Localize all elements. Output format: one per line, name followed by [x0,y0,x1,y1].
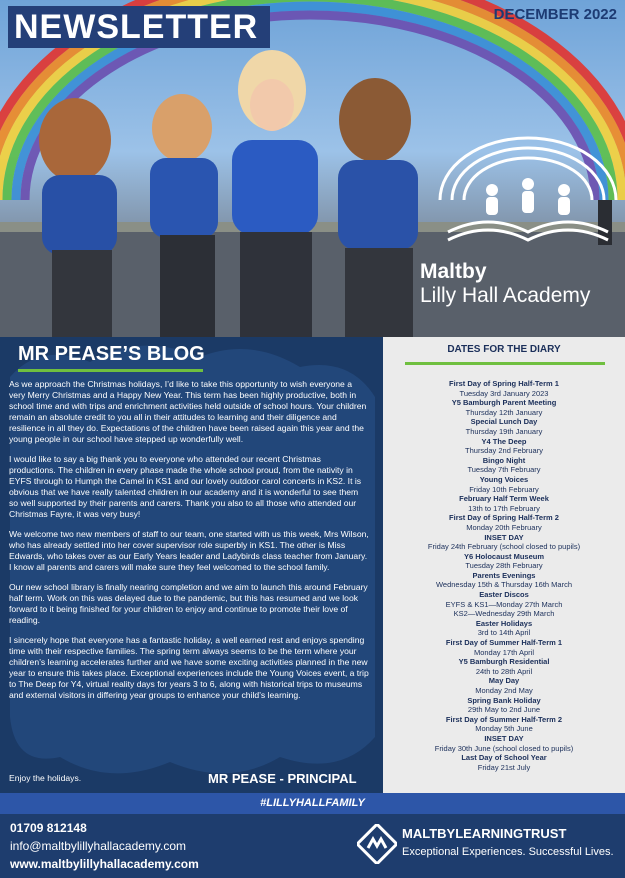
blog-signoff: Enjoy the holidays. [9,773,82,783]
blog-signature: MR PEASE - PRINCIPAL [208,771,357,786]
diary-title: DATES FOR THE DIARY [447,344,561,355]
diary-event: May Day [488,676,520,686]
school-name-line1: Maltby [420,260,487,283]
website-link[interactable]: www.maltbylillyhallacademy.com [10,857,199,871]
phone-number: 01709 812148 [10,821,87,835]
diary-event: First Day of Spring Half-Term 1 [449,379,559,388]
trust-tagline: Exceptional Experiences. Successful Lives. [402,846,614,858]
diary-event: Spring Bank Holiday [467,695,541,705]
blog-paragraph: As we approach the Christmas holidays, I’d like to take this opportunity to wish everyone a very Merry Christmas and a Happy New Year. This term has been highly productive, both in school time and with trips and enrichment activities held outside of school hours. Your children remain an absolute credit to you all in their attitudes to learning and their diligence and resilience in all they do. Expectations of the children have been raised again this year and the young people in our school have stepped up wonderfully well. [9,379,367,444]
hero-photo [0,0,625,337]
diary-list [383,379,625,772]
diary-date: 29th May to 2nd June [467,705,541,715]
diary-date: Monday 17th April [473,647,535,657]
school-name-line2: Lilly Hall Academy [420,284,591,307]
diary-date: Thursday 19th January [465,426,543,436]
diary-event: Special Lunch Day [470,417,538,427]
diary-date: Tuesday 28th February [465,561,543,571]
diary-event: Parents Evenings [472,570,536,580]
diary-event: Young Voices [479,474,529,484]
newsletter-date: DECEMBER 2022 [493,6,617,23]
diary-event: Bingo Night [482,455,526,465]
diary-event: Y4 The Deep [481,436,527,446]
diary-title-underline [405,362,605,365]
diary-event: Last Day of School Year [461,753,547,763]
diary-date: Thursday 12th January [465,407,543,417]
newsletter-title: NEWSLETTER [8,6,270,48]
diary-date: Tuesday 3rd January 2023 [459,388,549,398]
diary-event: Y6 Holocaust Museum [463,551,545,561]
blog-title-underline [18,369,203,372]
diary-date: Friday 30th June (school closed to pupils) [434,743,574,753]
blog-paragraph: Our new school library is finally nearing completion and we aim to launch this around February half term. Work on this was delayed due to the pandemic, but this has resumed and we look forward to it being finished for your children to enjoy and continue to promote their love of reading. [9,582,368,625]
diary-section [383,337,625,793]
blog-paragraph: We welcome two new members of staff to our team, one started with us this week, Mrs Wilson, who has already settled into her cover supervisor role superbly in KS1. The other is Miss Edwards, who takes over as our Early Years leader and Ladybirds class teacher from January. I know all parents and carers will make sure they feel welcomed to the school family. [9,529,369,572]
diary-event: Easter Holidays [475,618,533,628]
diary-date: Tuesday 7th February [467,465,541,475]
blog-paragraph: I would like to say a big thank you to everyone who attended our recent Christmas productions. The children in every phase made the whole school proud, from the nativity in EYFS through to Humph the Camel in KS1 and our lovely outdoor carol concerts in KS2. It is obvious that we have really talented children in our academy and it is wonderful to see them so well supported by their parents and carers. Thank you also to all those who attended our Christmas Fayre, it was very busy! [9,454,362,519]
diary-date: Monday 2nd May [475,686,533,695]
diary-event: First Day of Summer Half-Term 2 [445,714,563,724]
diary-date: Monday 5th June [475,724,533,734]
hashtag-bar [0,793,625,814]
diary-date: 24th to 28th April [475,666,533,676]
diary-date: Friday 21st July [477,762,531,772]
blog-title: MR PEASE’S BLOG [18,343,205,365]
blog-section [0,337,383,793]
trust-name: MALTBYLEARNINGTRUST [402,826,567,841]
diary-date: Monday 20th February [466,522,542,532]
hashtag: #LILLYHALLFAMILY [260,797,365,809]
diary-event: First Day of Spring Half-Term 2 [449,513,559,523]
diary-date: Friday 24th February (school closed to pupils) [427,542,581,552]
diary-date: Wednesday 15th & Thursday 16th March [435,580,573,590]
diary-date: Friday 10th February [469,484,539,494]
diary-event: February Half Term Week [459,494,549,504]
diary-event: INSET DAY [484,532,524,542]
diary-event: Easter Discos [479,590,529,600]
blog-body [9,379,369,710]
school-logo-figures [486,178,570,215]
diary-date: 13th to 17th February [468,503,540,513]
diary-date: 3rd to 14th April [477,628,531,638]
diary-date: Thursday 2nd February [465,446,543,456]
diary-event: INSET DAY [484,733,524,743]
trust-logo-icon [357,824,397,864]
email-link[interactable]: info@maltbylillyhallacademy.com [10,839,187,853]
diary-date: KS2—Wednesday 29th March [453,609,555,619]
footer [0,814,625,878]
diary-event: Y5 Bamburgh Residential [458,657,550,667]
blog-paragraph: I sincerely hope that everyone has a fantastic holiday, a well earned rest and enjoys spending time with their respective families. The spring term always seems to be the term where your children’s learning accelerates further and we have some exciting activities planned in the new year to ensure this takes place. Exceptional experiences include the Young Voices event, a trip to The Deep for Y4, virtual reality days for years 3 to 6, along with historical trips to museums and external visitors in differing year groups to enhance your child’s learning. [9,635,369,700]
diary-event: Y5 Bamburgh Parent Meeting [451,398,557,408]
diary-date: EYFS & KS1—Monday 27th March [445,599,563,609]
diary-event: First Day of Summer Half-Term 1 [445,638,563,648]
